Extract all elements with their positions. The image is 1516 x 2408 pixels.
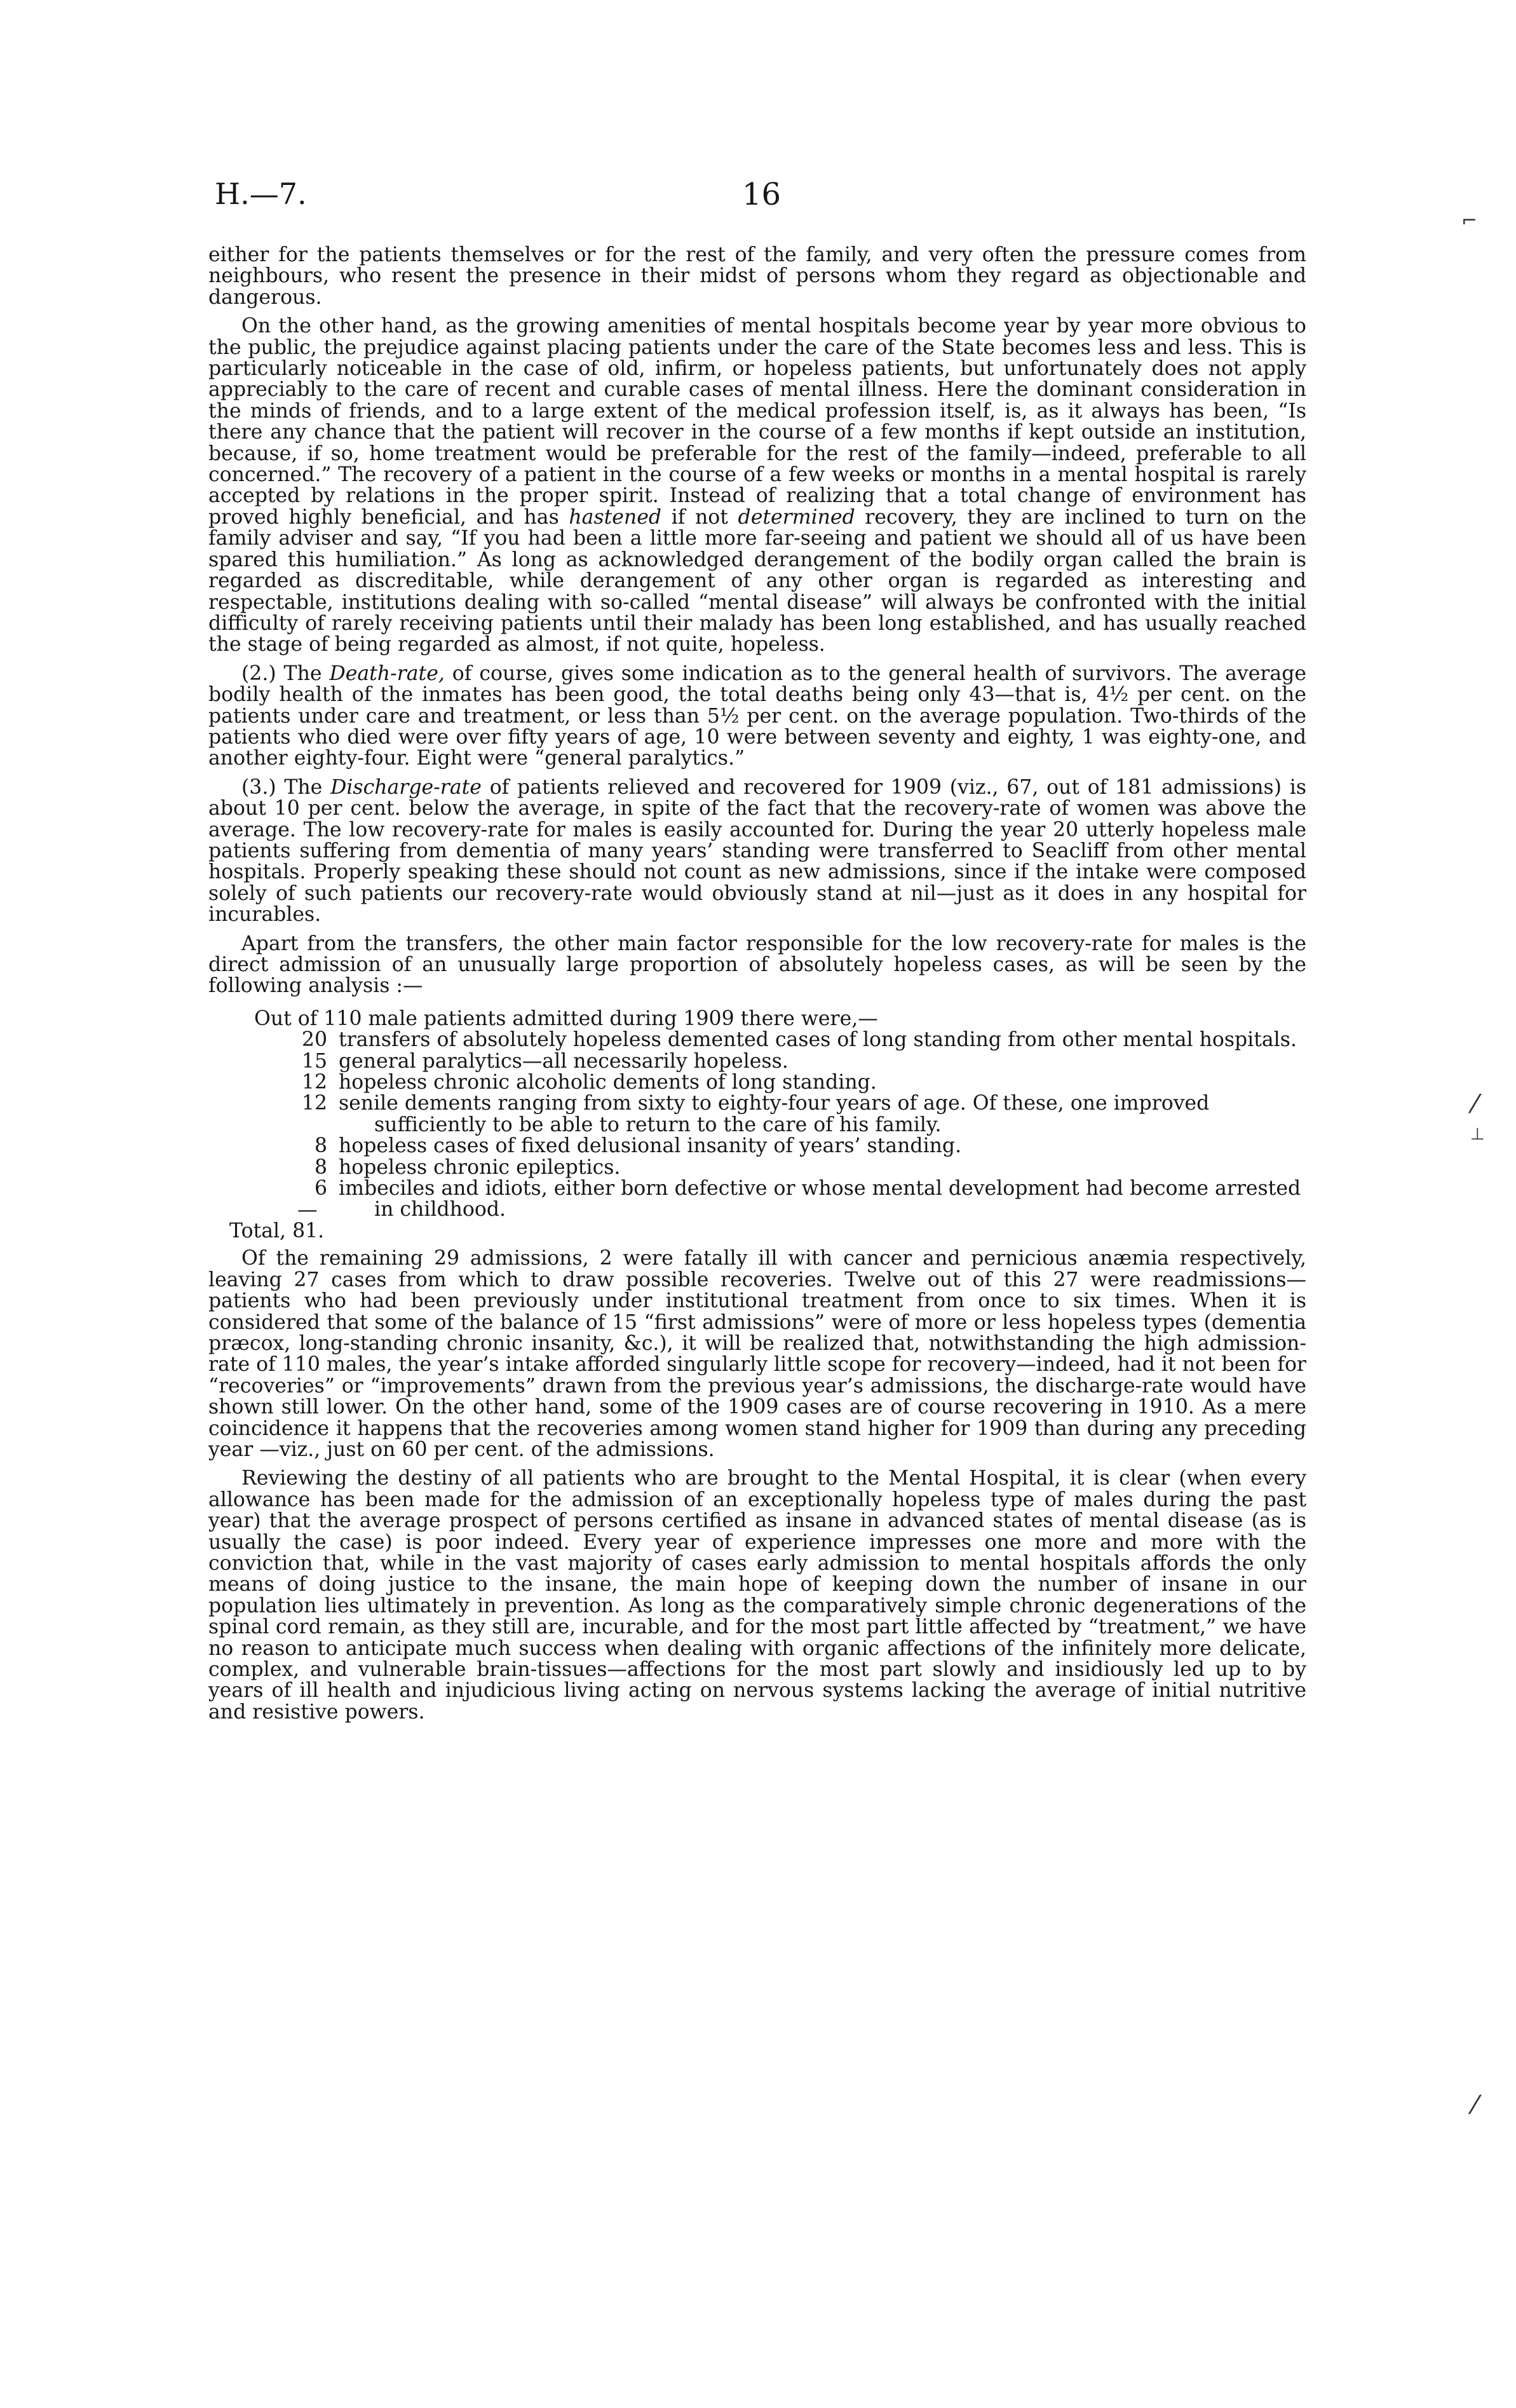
discharge-rate-paragraph bbox=[208, 777, 1306, 926]
item-count: 20 bbox=[301, 1028, 327, 1052]
item-count: 8 bbox=[314, 1134, 327, 1158]
item-count: 6 bbox=[314, 1177, 327, 1201]
page-number: 16 bbox=[742, 177, 782, 212]
list-item bbox=[208, 1178, 1306, 1221]
paragraph: Of the remaining 29 admissions, 2 were fatally ill with cancer and pernicious anæmia respectively, leaving 27 cases from which to draw possible recoveries. Twelve out of this 27 were readmissions—patients who had been previously under institutional treatment from once to six times. When it is considered that some of the balance of 15 “first admissions” were of more or less hopeless types (dementia præcox, long-standing chronic insanity, &c.), it will be realized that, notwithstanding the high admission-rate of 110 males, the year’s intake afforded singularly little scope for recovery—indeed, had it not been for “recoveries” or “improvements” drawn from the previous year’s admissions, the discharge-rate would have shown still lower. On the other hand, some of the 1909 cases are of course recovering in 1910. As a mere coincidence it happens that the recoveries among women stand higher for 1909 than during any preceding year —viz., just on 60 per cent. of the admissions. bbox=[208, 1247, 1306, 1461]
item-text: hopeless chronic epileptics. bbox=[339, 1155, 621, 1179]
list-item bbox=[208, 1136, 1306, 1157]
analysis-intro: Out of 110 male patients admitted during 1909 there were,— bbox=[254, 1007, 878, 1030]
margin-mark: ⌐ bbox=[1461, 210, 1478, 232]
list-item bbox=[208, 1072, 1306, 1093]
paragraph-text: of patients relieved and recovered for 1909 (viz., 67, out of 181 admissions) is about 10 per cent. below the average, in spite of the fact that the recovery-rate of women was above the average. The low recovery-rate for males is easily accounted for. During the year 20 utterly hopeless male patients suffering from dementia of many years’ standing were transferred to Seacliff from other mental hospitals. Properly speaking these should not count as new admissions, since if the intake were composed solely of such patients our recovery-rate would obviously stand at nil—just as it does in any hospital for incurables. bbox=[208, 775, 1306, 927]
paragraph-text: (3.) The bbox=[241, 775, 323, 799]
emphasis-text: hastened bbox=[569, 505, 662, 529]
document-body bbox=[208, 245, 1306, 1723]
margin-mark: ⁄ bbox=[1473, 2091, 1477, 2120]
item-count: 12 bbox=[301, 1092, 327, 1115]
item-text: transfers of absolutely hopeless demented cases of long standing from other mental hospitals. bbox=[339, 1028, 1297, 1052]
list-item bbox=[208, 1157, 1306, 1178]
analysis-list bbox=[208, 1009, 1306, 1242]
analysis-total: Total, 81. bbox=[229, 1219, 325, 1242]
paragraph-text: of course, gives some indication as to the general health of survivors. The average bodily health of the inmates has been good, the total deaths being only 43—that is, 4½ per cent. on the patients under care and treatment, or less than 5½ per cent. on the average population. Two-thirds of the patients who died were over fifty years of age, 10 were between seventy and eighty, 1 was eighty-one, and another eighty-four. Eight were “general paralytics.” bbox=[208, 662, 1307, 770]
paragraph-text: On the other hand, as the growing amenities of mental hospitals become year by year more obvious to the public, the prejudice against placing patients under the care of the State becomes less and less. This is particularly noticeable in the case of old, infirm, or hopeless patients, but unfortunately does not apply appreciably to the care of recent and curable cases of mental illness. Here the dominant consideration in the minds of friends, and to a large extent of the medical profession itself, is, as it always has been, “Is there any chance that the patient will recover in the course of a few months if kept outside an institution, because, if so, home treatment would be preferable for the rest of the family—indeed, preferable to all concerned.” The recovery of a patient in the course of a few weeks or months in a mental hospital is rarely accepted by relations in the proper spirit. Instead of realizing that a total change of environment has proved highly beneficial, and has bbox=[208, 315, 1306, 529]
document-reference: H.—7. bbox=[215, 177, 307, 211]
item-text: general paralytics—all necessarily hopeless. bbox=[339, 1049, 788, 1073]
emphasis-text: Death-rate, bbox=[329, 662, 445, 685]
paragraph-text: if not bbox=[671, 505, 728, 529]
paragraph: either for the patients themselves or for the rest of the family, and very often the pressure comes from neighbours, who resent the presence in their midst of persons whom they regard as objectionable and dangerous. bbox=[208, 243, 1306, 309]
paragraph: Apart from the transfers, the other main factor responsible for the low recovery-rate for males is the direct admission of an unusually large proportion of absolutely hopeless cases, as will be seen by the following analysis :— bbox=[208, 932, 1306, 998]
paragraph bbox=[208, 316, 1306, 656]
list-item bbox=[208, 1093, 1306, 1136]
emphasis-text: Discharge-rate bbox=[330, 775, 482, 799]
emphasis-text: determined bbox=[738, 505, 855, 529]
paragraph-text: (2.) The bbox=[241, 662, 322, 685]
paragraph: Reviewing the destiny of all patients who are brought to the Mental Hospital, it is clear (when every allowance has been made for the admission of an exceptionally hopeless type of males during the past year) that the average prospect of persons certified as insane in advanced states of mental disease (as is usually the case) is poor indeed. Every year of experience impresses one more and more with the conviction that, while in the vast majority of cases early admission to mental hospitals affords the only means of doing justice to the insane, the main hope of keeping down the number of insane in our population lies ultimately in prevention. As long as the comparatively simple chronic degenerations of the spinal cord remain, as they still are, incurable, and for the most part little affected by “treatment,” we have no reason to anticipate much success when dealing with organic affections of the infinitely more delicate, complex, and vulnerable brain-tissues—affections for the most part slowly and insidiously led up to by years of ill health and injudicious living acting on nervous systems lacking the average of initial nutritive and resistive powers. bbox=[208, 1467, 1306, 1724]
item-count: 15 bbox=[301, 1049, 327, 1073]
item-text: senile dements ranging from sixty to eighty-four years of age. Of these, one improved sufficiently to be able to return to the care of his family. bbox=[339, 1092, 1210, 1136]
paragraph-text: recovery, they are inclined to turn on the family adviser and say, “If you had been a little more far-seeing and patient we should all of us have been spared this humiliation.” As long as acknowledged derangement of the bodily organ called the brain is regarded as discreditable, while derangement of any other organ is regarded as interesting and respectable, institutions dealing with so-called “mental disease” will always be confronted with the initial difficulty of rarely receiving patients until their malady has been long established, and has usually reached the stage of being regarded as almost, if not quite, hopeless. bbox=[208, 505, 1306, 656]
sum-rule: — bbox=[297, 1199, 318, 1222]
page-header bbox=[0, 177, 1516, 228]
list-item bbox=[208, 1030, 1306, 1051]
margin-mark: ⁄ bbox=[1473, 1090, 1477, 1119]
death-rate-paragraph bbox=[208, 663, 1306, 770]
item-count: 8 bbox=[314, 1155, 327, 1179]
item-text: hopeless chronic alcoholic dements of long standing. bbox=[339, 1071, 877, 1094]
item-text: hopeless cases of fixed delusional insanity of years’ standing. bbox=[339, 1134, 962, 1158]
margin-mark: ⊥ bbox=[1470, 1125, 1485, 1144]
item-count: 12 bbox=[301, 1071, 327, 1094]
list-item bbox=[208, 1051, 1306, 1072]
item-text: imbeciles and idiots, either born defective or whose mental development had become arrested in childhood. bbox=[339, 1177, 1301, 1221]
